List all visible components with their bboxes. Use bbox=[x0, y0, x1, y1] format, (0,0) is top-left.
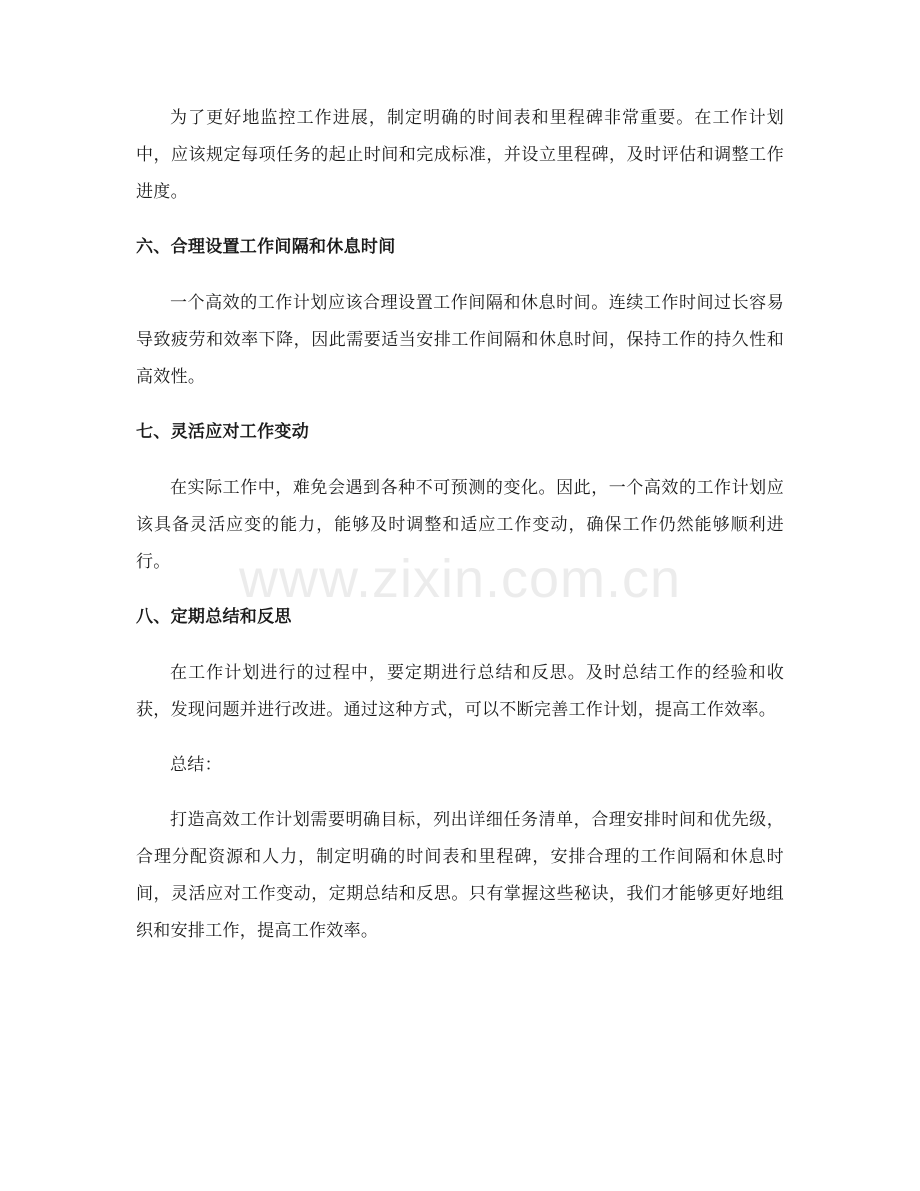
paragraph-summary: 打造高效工作计划需要明确目标，列出详细任务清单，合理安排时间和优先级，合理分配资源和人力，制定明确的时间表和里程碑，安排合理的工作间隔和休息时间，灵活应对工作变动，定期总结和反思。只有掌握这些秘诀，我们才能够更好地组织和安排工作，提高工作效率。 bbox=[136, 810, 784, 941]
document-body bbox=[136, 100, 784, 968]
watermark: www.zixin.com.cn bbox=[238, 549, 682, 609]
paragraph-timeline: 为了更好地监控工作进展，制定明确的时间表和里程碑非常重要。在工作计划中，应该规定每项任务的起止时间和完成标准，并设立里程碑，及时评估和调整工作进度。 bbox=[136, 108, 784, 202]
section-heading-6: 六、合理设置工作间隔和休息时间 bbox=[136, 237, 396, 257]
section-heading-8: 八、定期总结和反思 bbox=[136, 607, 292, 627]
summary-label: 总结： bbox=[170, 755, 222, 775]
paragraph-rest-intervals: 一个高效的工作计划应该合理设置工作间隔和休息时间。连续工作时间过长容易导致疲劳和效率下降，因此需要适当安排工作间隔和休息时间，保持工作的持久性和高效性。 bbox=[136, 293, 784, 387]
section-heading-7: 七、灵活应对工作变动 bbox=[136, 422, 309, 442]
paragraph-flexibility: 在实际工作中，难免会遇到各种不可预测的变化。因此，一个高效的工作计划应该具备灵活应变的能力，能够及时调整和适应工作变动，确保工作仍然能够顺利进行。 bbox=[136, 478, 784, 572]
paragraph-review: 在工作计划进行的过程中，要定期进行总结和反思。及时总结工作的经验和收获，发现问题并进行改进。通过这种方式，可以不断完善工作计划，提高工作效率。 bbox=[136, 663, 784, 720]
